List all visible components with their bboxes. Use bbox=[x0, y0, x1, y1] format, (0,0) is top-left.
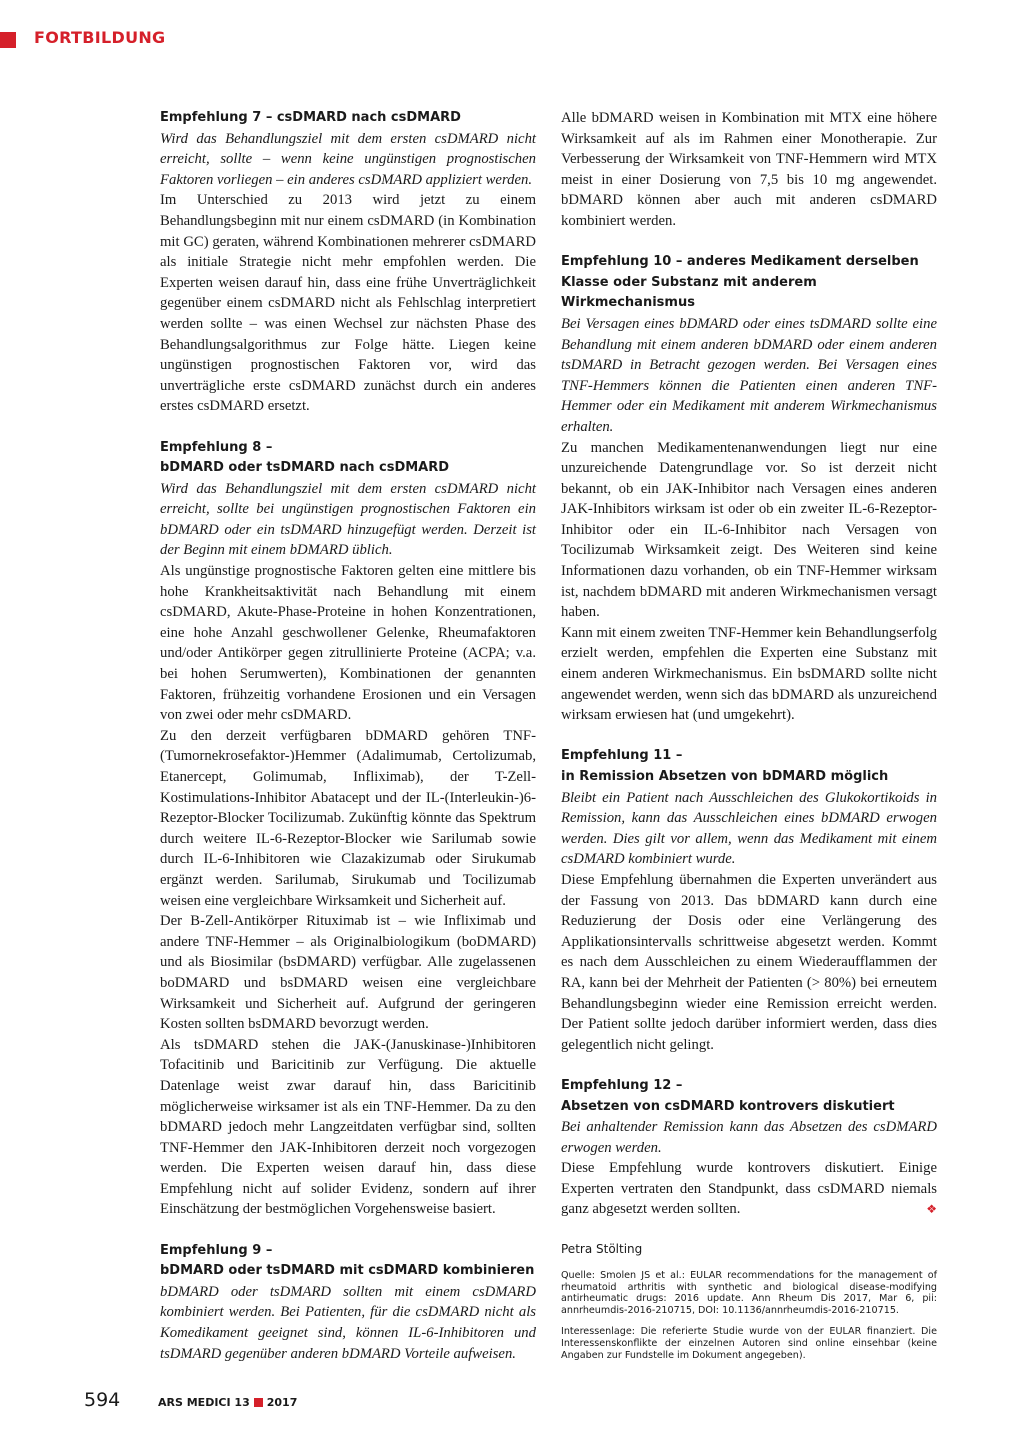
left-column bbox=[160, 108, 536, 1364]
rec8-body-4: Als tsDMARD stehen die JAK-(Januskinase-)Inhibitoren Tofacitinib und Baricitinib zur Verfügung. Die aktuelle Datenlage weist zwar darauf hin, dass Baricitinib möglicherweise wirksamer ist als ein TNF-Hemmer. Da zu den bDMARD jedoch mehr Langzeitdaten verfügbar sind, sollten TNF-Hemmer den JAK-Inhibitoren derzeit noch vorgezogen werden. Die Experten weisen darauf hin, dass diese Empfehlung nicht auf solider Evidenz, sondern auf ihrer Einschätzung der bestmöglichen Vorgehensweise basiert. bbox=[160, 1036, 536, 1218]
rec10-heading: Empfehlung 10 – anderes Medikament derselben Klasse oder Substanz mit anderem Wirkmechanismus bbox=[561, 254, 919, 311]
rec11-heading: Empfehlung 11 – in Remission Absetzen von bDMARD möglich bbox=[561, 748, 889, 784]
right-column bbox=[561, 108, 937, 1371]
rec12-heading: Empfehlung 12 – Absetzen von csDMARD kontrovers diskutiert bbox=[561, 1077, 895, 1114]
rec9-statement: bDMARD oder tsDMARD sollten mit einem csDMARD kombiniert werden. Bei Patienten, für die csDMARD nicht als Komedikament geeignet sind, können IL-6-Inhibitoren und tsDMARD gegenüber anderen bDMARD Vorteile aufweisen. bbox=[160, 1283, 536, 1362]
rec12-statement: Bei anhaltender Remission kann das Absetzen des csDMARD erwogen werden. bbox=[561, 1119, 937, 1156]
section-marker bbox=[0, 32, 16, 48]
rec10-body-1: Zu manchen Medikamentenanwendungen liegt nur eine unzureichende Datengrundlage vor. So ist derzeit nicht bekannt, ob ein JAK-Inhibitor nach Versagen eines anderen JAK-Inhibitors wirksam ist oder ob ein zweiter IL-6-Rezeptor-Inhibitor oder ein IL-6-Inhibitor nach Versagen von Tocilizumab Wirksamkeit zeigt. Des Weiteren sind keine Informationen dazu vorhanden, ob ein TNF-Hemmer wirksam ist, nachdem bDMARD mit anderen Wirkmechanismen versagt haben. bbox=[561, 439, 937, 621]
interests-note: Interessenlage: Die referierte Studie wurde von der EULAR finanziert. Die Interessenskonflikte der einzelnen Autoren sind online einsehbar (keine Angaben zur Fundstelle im Dokument angegeben). bbox=[561, 1326, 937, 1361]
rec7-heading: Empfehlung 7 – csDMARD nach csDMARD bbox=[160, 110, 461, 125]
rec9-body: Alle bDMARD weisen in Kombination mit MTX eine höhere Wirksamkeit auf als im Rahmen einer Monotherapie. Zur Verbesserung der Wirksamkeit von TNF-Hemmern wird MTX meist in einer Dosierung von 7,5 bis 10 mg angewendet. bDMARD können aber auch mit anderen csDMARD kombiniert werden. bbox=[561, 110, 937, 229]
journal-issue: ARS MEDICI 13 2017 bbox=[158, 1396, 298, 1409]
source-note: Quelle: Smolen JS et al.: EULAR recommendations for the management of rheumatoid arthritis with synthetic and biological disease-modifying antirheumatic drugs: 2016 update. Ann Rheum Dis 2017, Mar 6, pii: annrheumdis-2016-210715, DOI: 10.1136/annrheumdis-2016-210715. bbox=[561, 1270, 937, 1316]
rec7-statement: Wird das Behandlungsziel mit dem ersten csDMARD nicht erreicht, sollte – wenn keine ungünstigen prognostischen Faktoren vorliegen – ein anderes csDMARD appliziert werden. bbox=[160, 130, 536, 188]
author: Petra Stölting bbox=[561, 1242, 643, 1257]
rec8-body-2: Zu den derzeit verfügbaren bDMARD gehören TNF-(Tumornekrosefaktor-)Hemmer (Adalimumab, Certolizumab, Etanercept, Golimumab, Infliximab), der T-Zell-Kostimulations-Inhibitor Abatacept und der IL-(Interleukin-)6-Rezeptor-Blocker Tocilizumab. Zukünftig könnte das Spektrum durch weitere IL-6-Rezeptor-Blocker wie Sarilumab sowie durch IL-6-Inhibitoren wie Clazakizumab oder Sirukumab ergänzt werden. Sarilumab, Sirukumab und Tocilizumab weisen eine vergleichbare Wirksamkeit und Sicherheit auf. bbox=[160, 727, 536, 909]
rec8-body-1: Als ungünstige prognostische Faktoren gelten eine mittlere bis hohe Krankheitsaktivität nach Behandlung mit einem csDMARD, Akute-Phase-Proteine in hohen Konzentrationen, eine hohe Anzahl geschwollener Gelenke, Rheumafaktoren und/oder Antikörper gegen zitrullinierte Proteine (ACPA; v.a. bei hohen Serumwerten), Kombinationen der genannten Faktoren, frühzeitig vorhandene Erosionen und ein Versagen von zwei oder mehr csDMARD. bbox=[160, 563, 536, 724]
rec7-body: Im Unterschied zu 2013 wird jetzt zu einem Behandlungsbeginn mit nur einem csDMARD (in Kombination mit GC) geraten, während Kombinationen mehrerer csDMARD als initiale Strategie nicht mehr empfohlen werden. Die Experten weisen darauf hin, dass eine frühe Unverträglichkeit gegenüber einem csDMARD nicht als Fehlschlag interpretiert werden sollte – was einen Wechsel zur nächsten Phase des Behandlungsalgorithmus zur Folge hätte. Liegen keine ungünstigen prognostischen Faktoren vor, wird das unverträgliche erste csDMARD zunächst durch ein anderes erstes csDMARD ersetzt. bbox=[160, 192, 536, 415]
rec8-heading: Empfehlung 8 – bDMARD oder tsDMARD nach csDMARD bbox=[160, 439, 450, 476]
rec9-heading: Empfehlung 9 – bDMARD oder tsDMARD mit csDMARD kombinieren bbox=[160, 1242, 535, 1279]
page-number: 594 bbox=[84, 1389, 121, 1411]
rec8-body-3: Der B-Zell-Antikörper Rituximab ist – wie Infliximab und andere TNF-Hemmer – als Originalbiologikum (boDMARD) und als Biosimilar (bsDMARD) verfügbar. Alle zugelassenen boDMARD und bsDMARD weisen eine vergleichbare Wirksamkeit und Sicherheit auf. Aufgrund der geringeren Kosten sollten bsDMARD bevorzugt werden. bbox=[160, 913, 536, 1033]
rec12-body: Diese Empfehlung wurde kontrovers diskutiert. Einige Experten vertraten den Standpunkt, dass csDMARD niemals ganz abgesetzt werden sollten. ❖ bbox=[561, 1158, 937, 1220]
rec8-statement: Wird das Behandlungsziel mit dem ersten csDMARD nicht erreicht, sollte bei ungünstigen prognostischen Faktoren ein bDMARD oder ein tsDMARD hinzugefügt werden. Derzeit ist der Beginn mit einem bDMARD üblich. bbox=[160, 480, 536, 559]
journal-square-icon bbox=[254, 1398, 263, 1407]
rec10-body-2: Kann mit einem zweiten TNF-Hemmer kein Behandlungserfolg erzielt werden, empfehlen die Experten eine Substanz mit einem anderen Wirkmechanismus. Ein bsDMARD sollte nicht angewendet werden, wenn sich das bDMARD als unzureichend wirksam erwiesen hat (und umgekehrt). bbox=[561, 624, 937, 724]
page-footer bbox=[84, 1389, 297, 1411]
rec11-statement: Bleibt ein Patient nach Ausschleichen des Glukokortikoids in Remission, kann das Ausschleichen eines bDMARD erwogen werden. Dies gilt vor allem, wenn das Medikament mit einem csDMARD kombiniert wurde. bbox=[561, 789, 937, 868]
rec11-body: Diese Empfehlung übernahmen die Experten unverändert aus der Fassung von 2013. Das bDMARD kann durch eine Reduzierung der Dosis oder eine Verlängerung des Applikationsintervalls schrittweise abgesetzt werden. Kommt es nach dem Ausschleichen zu einem Wiederaufflammen der RA, kann bei der Mehrheit der Patienten (> 80%) bei erneutem Behandlungsbeginn wieder eine Remission erreicht werden. Der Patient sollte jedoch darüber informiert werden, dass dies gelegentlich nicht gelingt. bbox=[561, 871, 937, 1053]
end-of-article-mark: ❖ bbox=[926, 1202, 937, 1217]
rec10-statement: Bei Versagen eines bDMARD oder eines tsDMARD sollte eine Behandlung mit einem anderen bDMARD oder einem anderen tsDMARD in Betracht gezogen werden. Bei Versagen eines TNF-Hemmers können die Patienten einen anderen TNF-Hemmer oder ein Medikament mit anderem Wirkmechanismus erhalten. bbox=[561, 315, 937, 435]
section-label: FORTBILDUNG bbox=[34, 28, 166, 47]
